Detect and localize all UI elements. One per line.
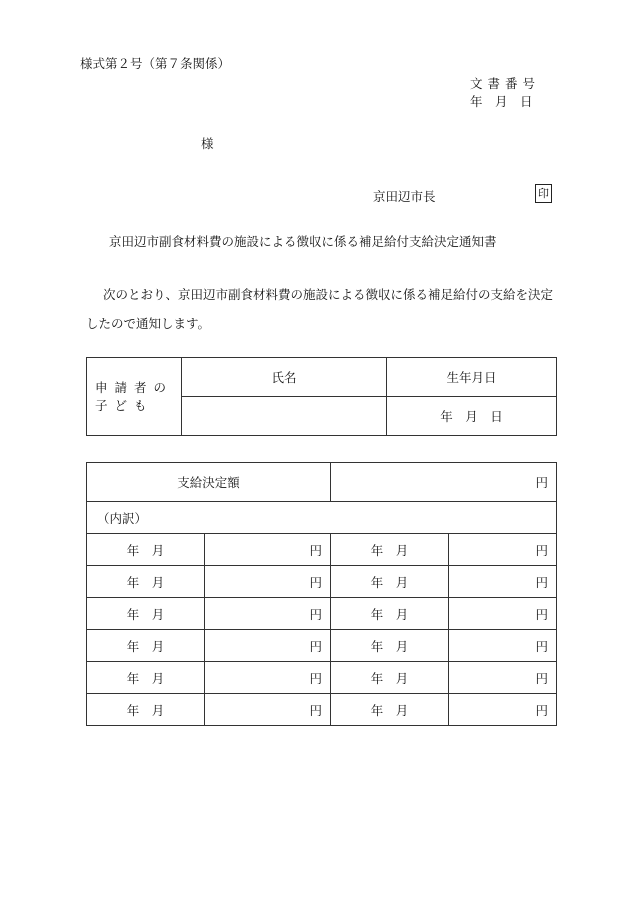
breakdown-month-field[interactable]: 年 月	[331, 694, 449, 726]
table-row	[87, 694, 557, 726]
breakdown-amount-field[interactable]: 円	[205, 534, 331, 566]
child-name-field[interactable]	[182, 397, 387, 436]
table-row	[87, 598, 557, 630]
breakdown-amount-field[interactable]: 円	[449, 630, 557, 662]
document-number-label: 文書番号	[470, 76, 541, 91]
child-info-table	[86, 357, 557, 436]
breakdown-month-field[interactable]: 年 月	[87, 598, 205, 630]
notice-body: 次のとおり、京田辺市副食材料費の施設による徴収に係る補足給付の支給を決定したので通知します。	[86, 287, 554, 331]
breakdown-month-field[interactable]: 年 月	[331, 598, 449, 630]
breakdown-month-field[interactable]: 年 月	[87, 662, 205, 694]
notice-title: 京田辺市副食材料費の施設による徴収に係る補足給付支給決定通知書	[109, 234, 497, 249]
table-row	[87, 662, 557, 694]
breakdown-amount-field[interactable]: 円	[205, 662, 331, 694]
breakdown-amount-field[interactable]: 円	[449, 566, 557, 598]
issuer-name: 京田辺市長	[373, 189, 436, 204]
breakdown-label: （内訳）	[87, 502, 557, 534]
breakdown-month-field[interactable]: 年 月	[87, 694, 205, 726]
breakdown-amount-field[interactable]: 円	[205, 598, 331, 630]
seal-stamp-box: 印	[535, 184, 552, 203]
breakdown-month-field[interactable]: 年 月	[87, 630, 205, 662]
breakdown-amount-field[interactable]: 円	[449, 598, 557, 630]
breakdown-month-field[interactable]: 年 月	[87, 534, 205, 566]
breakdown-month-field[interactable]: 年 月	[331, 662, 449, 694]
table-row	[87, 566, 557, 598]
breakdown-amount-field[interactable]: 円	[449, 694, 557, 726]
decision-amount-field[interactable]: 円	[331, 463, 557, 502]
breakdown-amount-field[interactable]: 円	[205, 566, 331, 598]
table-row	[87, 534, 557, 566]
breakdown-month-field[interactable]: 年 月	[331, 534, 449, 566]
name-column-header: 氏名	[182, 358, 387, 397]
child-row-header: 申請者の子ども	[87, 358, 182, 436]
birthdate-field[interactable]: 年 月 日	[387, 397, 557, 436]
breakdown-amount-field[interactable]: 円	[449, 662, 557, 694]
amount-table	[86, 462, 557, 726]
breakdown-amount-field[interactable]: 円	[205, 694, 331, 726]
addressee-honorific: 様	[201, 136, 214, 151]
birthdate-column-header: 生年月日	[387, 358, 557, 397]
form-label: 様式第２号（第７条関係）	[80, 56, 231, 71]
decision-amount-label: 支給決定額	[87, 463, 331, 502]
document-date-label: 年 月 日	[470, 94, 533, 109]
breakdown-month-field[interactable]: 年 月	[331, 630, 449, 662]
breakdown-month-field[interactable]: 年 月	[87, 566, 205, 598]
table-row	[87, 630, 557, 662]
breakdown-amount-field[interactable]: 円	[449, 534, 557, 566]
breakdown-amount-field[interactable]: 円	[205, 630, 331, 662]
breakdown-month-field[interactable]: 年 月	[331, 566, 449, 598]
